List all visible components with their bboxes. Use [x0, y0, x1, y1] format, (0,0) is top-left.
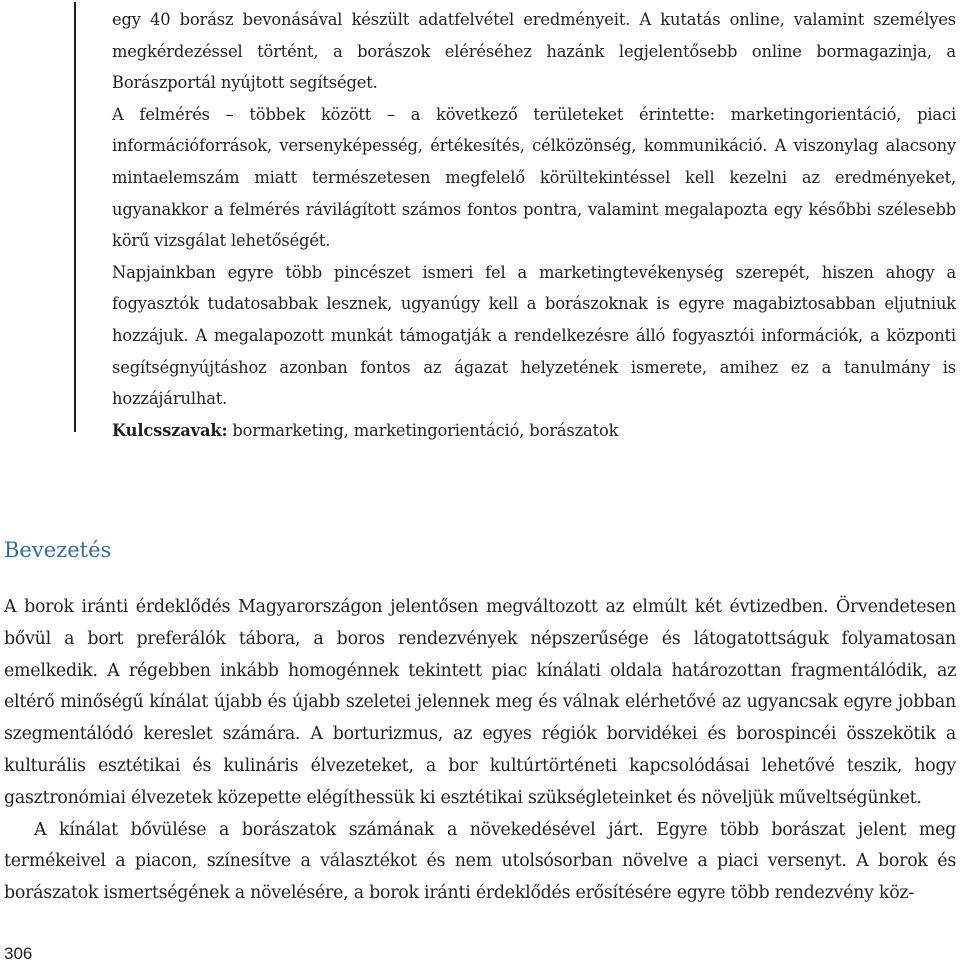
keywords-list: bormarketing, marketingorientáció, borászatok	[227, 420, 619, 440]
body-paragraph: A kínálat bővülése a borászatok számának a növekedésével járt. Egyre több borászat jelent meg termékeivel a piacon, színesítve a választékot és nem utolsósorban növelve a piaci versenyt. A borok és borászatok ismertségének a növelésére, a borok iránti érdeklődés erősítésére egyre több rendezvény köz-	[4, 819, 956, 904]
page-number: 306	[4, 944, 33, 963]
abstract-paragraph: Napjainkban egyre több pincészet ismeri fel a marketingtevékenység szerepét, hiszen ahogy a fogyasztók tudatosabbak lesznek, ugyanúgy kell a borászoknak is egyre magabiztosabban eljutniuk hozzájuk. A megalapozott munkát támogatják a rendelkezésre álló fogyasztói információk, a központi segítségnyújtáshoz azonban fontos az ágazat helyzetének ismerete, amihez ez a tanulmány is hozzájárulhat.	[112, 262, 956, 409]
abstract-paragraph: A felmérés – többek között – a következő területeket érintette: marketingorientáció, piaci információforrások, versenyképesség, értékesítés, célközönség, kommunikáció. A viszonylag alacsony mintaelemszám miatt természetesen megfelelő körültekintéssel kell kezelni az eredményeket, ugyanakkor a felmérés rávilágított számos fontos pontra, valamint megalapozta egy későbbi szélesebb körű vizsgálat lehetőségét.	[112, 104, 956, 251]
section-body	[4, 592, 956, 910]
keywords-label: Kulcsszavak:	[112, 420, 228, 440]
keywords	[112, 415, 956, 447]
abstract	[112, 4, 956, 446]
abstract-paragraph: egy 40 borász bevonásával készült adatfelvétel eredményeit. A kutatás online, valamint személyes megkérdezéssel történt, a borászok eléréséhez hazánk legjelentősebb online bormagazinja, a Borászportál nyújtott segítséget.	[112, 10, 956, 93]
section-title: Bevezetés	[4, 538, 112, 562]
abstract-margin-rule	[74, 2, 76, 432]
body-paragraph: A borok iránti érdeklődés Magyarországon jelentősen megváltozott az elmúlt két évtizedben. Örvendetesen bővül a bort preferálók tábora, a boros rendezvények népszerűsége és látogatottságuk folyamatosan emelkedik. A régebben inkább homogénnek tekintett piac kínálati oldala határozottan fragmentálódik, az eltérő minőségű kínálat újabb és újabb szeletei jelennek meg és válnak elérhetővé az ugyancsak egyre jobban szegmentálódó kereslet számára. A borturizmus, az egyes régiók borvidékei és borospincéi összekötik a kulturális esztétikai és kulináris élvezeteket, a bor kultúrtörténeti kapcsolódásai lehetővé teszik, hogy gasztronómiai élvezetek közepette elégíthessük ki esztétikai szükségleteinket és növeljük műveltségünket.	[4, 597, 956, 808]
